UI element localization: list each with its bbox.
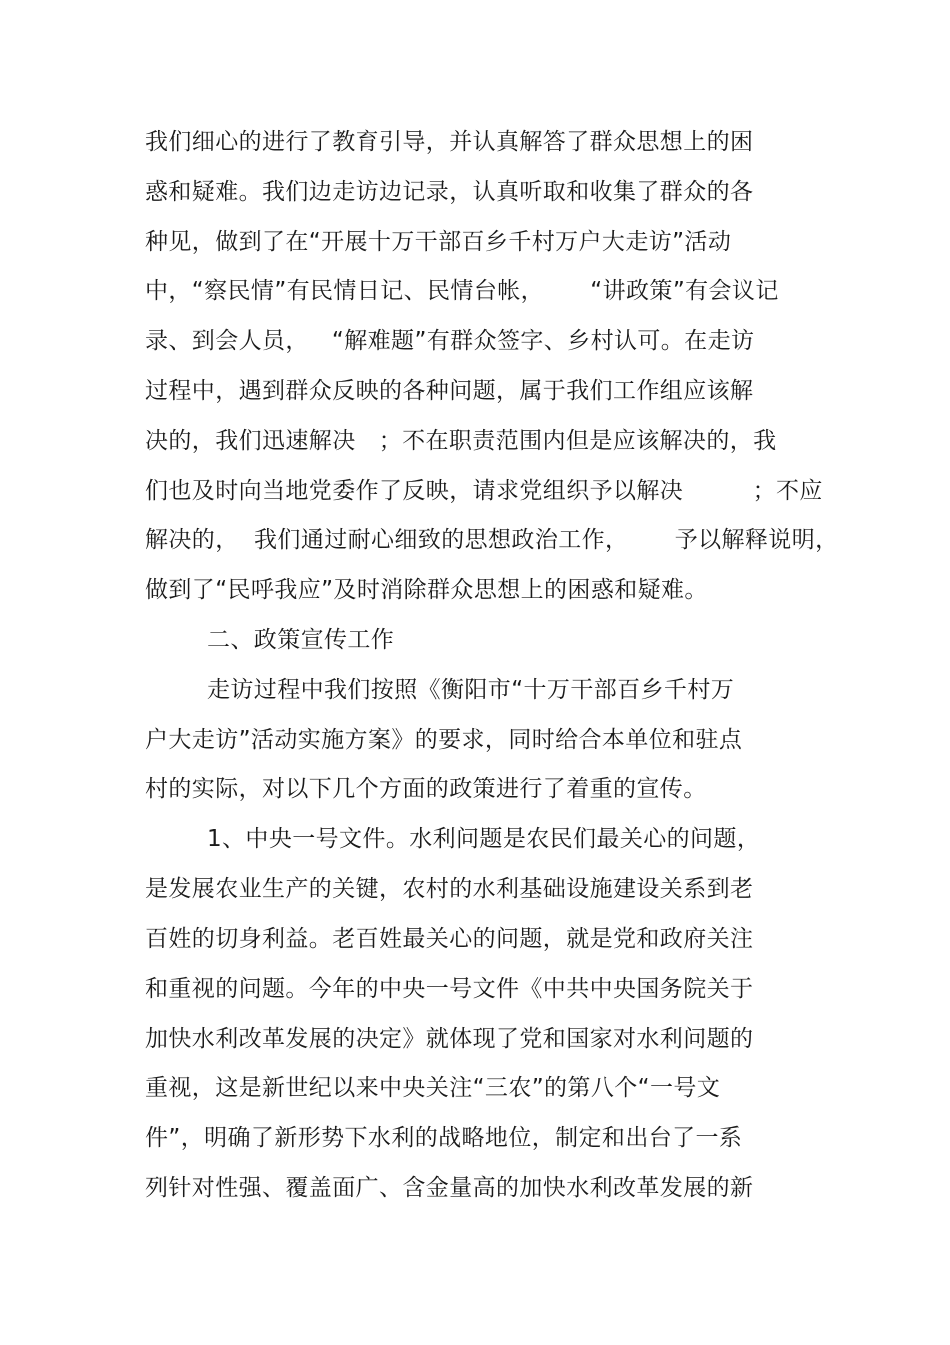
text-line: 中，“察民情”有民情日记、民情台帐， “讲政策”有会议记 <box>145 278 779 304</box>
text-line: 村的实际，对以下几个方面的政策进行了着重的宣传。 <box>145 776 707 802</box>
text-line: 是发展农业生产的关键，农村的水利基础设施建设关系到老 <box>145 876 754 902</box>
text-line: 列针对性强、覆盖面广、含金量高的加快水利改革发展的新 <box>145 1175 754 1201</box>
text-line: 做到了“民呼我应”及时消除群众思想上的困惑和疑难。 <box>145 577 708 603</box>
text-line: 种见，做到了在“开展十万干部百乡千村万户大走访”活动 <box>145 229 732 255</box>
text-line: 户大走访”活动实施方案》的要求，同时给合本单位和驻点 <box>145 727 743 753</box>
text-line: 重视，这是新世纪以来中央关注“三农”的第八个“一号文 <box>145 1075 721 1101</box>
text-line: 解决的， 我们通过耐心细致的思想政治工作， 予以解释说明， <box>145 527 839 553</box>
text-line: 决的，我们迅速解决 ；不在职责范围内但是应该解决的，我 <box>145 428 777 454</box>
text-line: 惑和疑难。我们边走访边记录，认真听取和收集了群众的各 <box>145 179 754 205</box>
text-line: 们也及时向当地党委作了反映，请求党组织予以解决 ；不应 <box>145 478 823 504</box>
text-line: 走访过程中我们按照《衡阳市“十万干部百乡千村万 <box>207 677 735 703</box>
text-line: 加快水利改革发展的决定》就体现了党和国家对水利问题的 <box>145 1026 754 1052</box>
text-line: 过程中，遇到群众反映的各种问题，属于我们工作组应该解 <box>145 378 754 404</box>
text-line: 1、中央一号文件。水利问题是农民们最关心的问题， <box>207 826 761 852</box>
text-line: 百姓的切身利益。老百姓最关心的问题，就是党和政府关注 <box>145 926 754 952</box>
text-line: 录、到会人员， “解难题”有群众签字、乡村认可。在走访 <box>145 328 755 354</box>
text-line: 件”，明确了新形势下水利的战略地位，制定和出台了一系 <box>145 1125 743 1151</box>
text-line: 和重视的问题。今年的中央一号文件《中共中央国务院关于 <box>145 976 754 1002</box>
text-line: 我们细心的进行了教育引导，并认真解答了群众思想上的困 <box>145 129 754 155</box>
section-heading: 二、政策宣传工作 <box>207 627 395 653</box>
